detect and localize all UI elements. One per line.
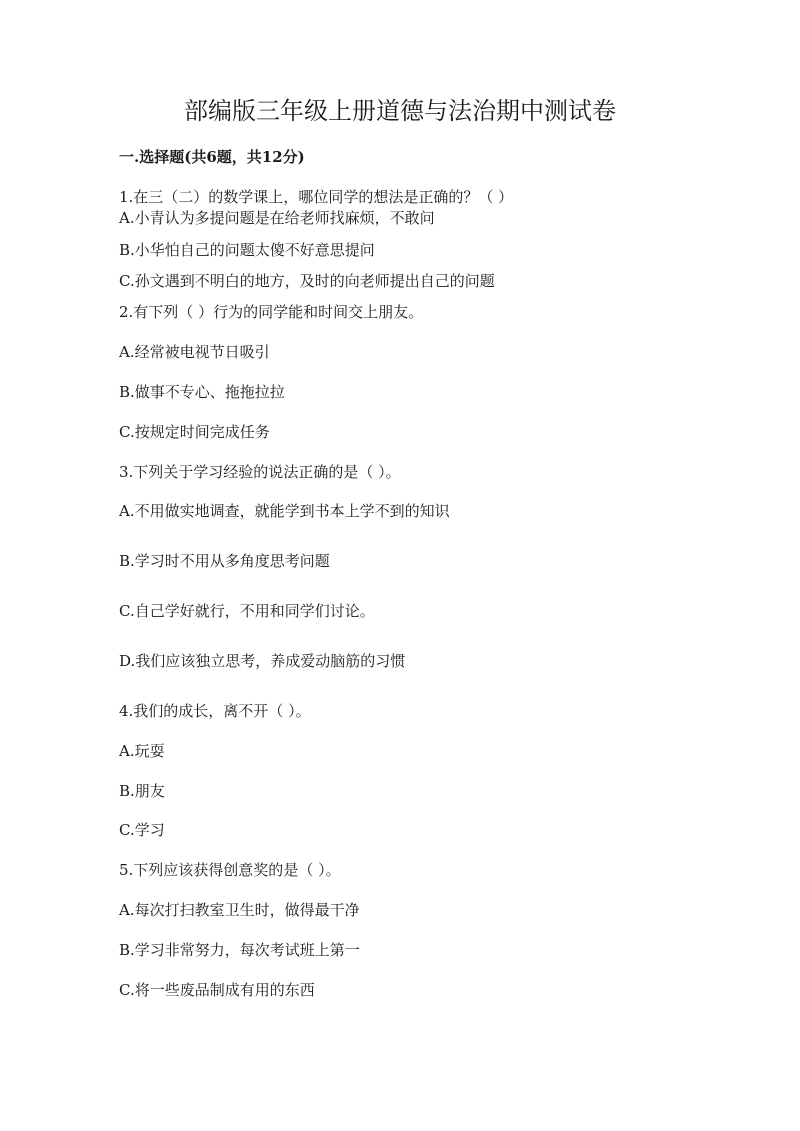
question-4-stem: 4.我们的成长，离不开（ ）。 xyxy=(119,702,311,720)
section-heading: 一.选择题(共6题，共12分) xyxy=(119,148,305,166)
question-3-stem: 3.下列关于学习经验的说法正确的是（ ）。 xyxy=(119,463,401,481)
question-5-stem: 5.下列应该获得创意奖的是（ ）。 xyxy=(119,861,341,879)
question-3-option-c: C.自己学好就行，不用和同学们讨论。 xyxy=(119,602,375,620)
question-1-option-a: A.小青认为多提问题是在给老师找麻烦，不敢问 xyxy=(119,209,435,227)
question-4-option-b: B.朋友 xyxy=(119,782,165,800)
question-3-option-b: B.学习时不用从多角度思考问题 xyxy=(119,552,330,570)
question-1-option-c: C.孙文遇到不明白的地方，及时的向老师提出自己的问题 xyxy=(119,272,495,290)
question-3-option-a: A.不用做实地调查，就能学到书本上学不到的知识 xyxy=(119,502,450,520)
question-4-option-c: C.学习 xyxy=(119,821,165,839)
question-2-stem: 2.有下列（ ）行为的同学能和时间交上朋友。 xyxy=(119,303,424,321)
question-2-option-b: B.做事不专心、拖拖拉拉 xyxy=(119,383,285,401)
question-2-option-c: C.按规定时间完成任务 xyxy=(119,423,270,441)
question-1-option-b: B.小华怕自己的问题太傻不好意思提问 xyxy=(119,241,375,259)
question-4-option-a: A.玩耍 xyxy=(119,742,165,760)
question-3-option-d: D.我们应该独立思考，养成爱动脑筋的习惯 xyxy=(119,652,406,670)
page-title: 部编版三年级上册道德与法治期中测试卷 xyxy=(184,97,616,125)
question-5-option-c: C.将一些废品制成有用的东西 xyxy=(119,981,315,999)
question-1-stem: 1.在三（二）的数学课上，哪位同学的想法是正确的？（ ） xyxy=(119,188,514,206)
question-5-option-b: B.学习非常努力，每次考试班上第一 xyxy=(119,941,360,959)
question-5-option-a: A.每次打扫教室卫生时，做得最干净 xyxy=(119,901,360,919)
question-2-option-a: A.经常被电视节日吸引 xyxy=(119,343,270,361)
